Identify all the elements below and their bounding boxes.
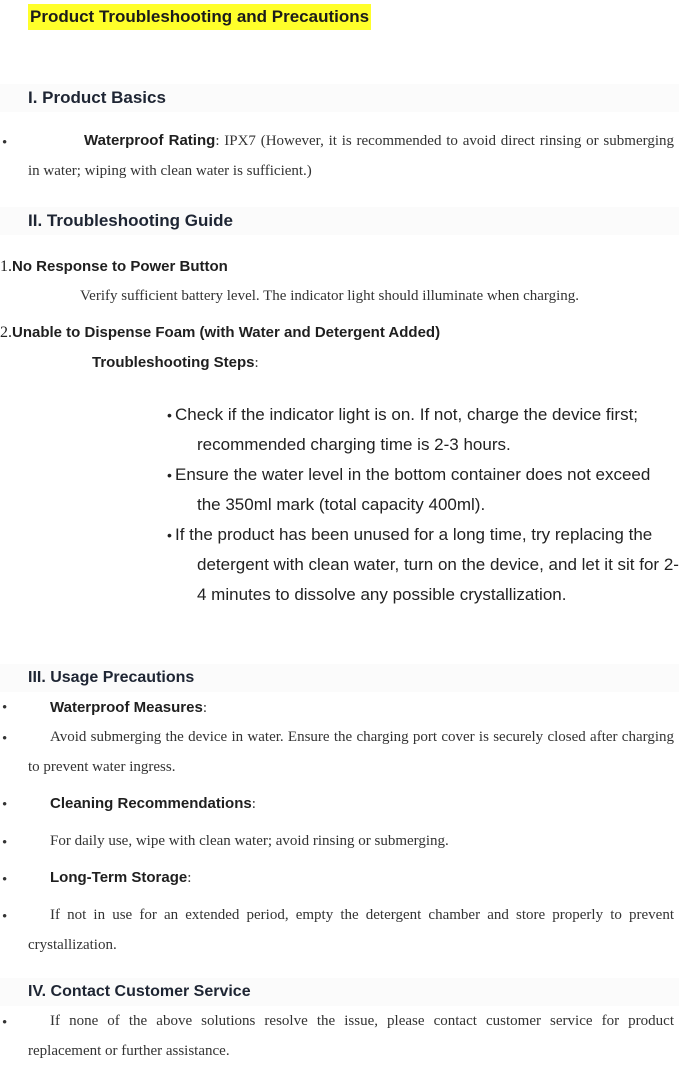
section-heading-precautions: III. Usage Precautions — [0, 664, 679, 692]
troubleshoot-item-1 — [0, 253, 228, 281]
bullet-marker: • — [2, 797, 8, 813]
waterproof-rating-text: : IPX7 (However, it is recommended to avoid direct rinsing or submerging in water; wiping with clean water is sufficient.) — [28, 133, 674, 179]
steps-label-row — [92, 348, 259, 376]
section-heading-troubleshooting: II. Troubleshooting Guide — [0, 207, 679, 235]
bullet-marker: • — [2, 731, 8, 747]
step-bullet: • — [167, 467, 172, 483]
storage-row — [50, 863, 191, 893]
steps-colon: : — [254, 355, 259, 371]
cleaning-label: Cleaning Recommendations — [50, 795, 252, 812]
steps-label: Troubleshooting Steps — [92, 354, 255, 371]
list-item-waterproof-rating — [28, 126, 674, 186]
step-2 — [167, 460, 667, 520]
page-title: Product Troubleshooting and Precautions — [28, 4, 371, 30]
waterproof-rating-label: Waterproof Rating — [84, 132, 216, 149]
storage-label: Long-Term Storage — [50, 869, 188, 886]
step-3 — [167, 520, 679, 610]
item-number: 2. — [0, 324, 12, 341]
item-title: No Response to Power Button — [12, 258, 228, 275]
waterproof-measures-text: Avoid submerging the device in water. Ensure the charging port cover is securely closed after charging to prevent water ingress. — [28, 729, 674, 775]
step-bullet: • — [167, 527, 172, 543]
bullet-marker: • — [2, 1015, 8, 1031]
bullet-marker: • — [2, 835, 8, 851]
colon: : — [202, 700, 207, 716]
step-text: Ensure the water level in the bottom container does not exceed the 350ml mark (total capacity 400ml). — [175, 465, 651, 514]
colon: : — [251, 796, 256, 812]
step-text: If the product has been unused for a long time, try replacing the detergent with clean water, turn on the device, and let it sit for 2-4 minutes to dissolve any possible crystallization. — [175, 525, 679, 604]
step-1 — [167, 400, 679, 460]
section-heading-basics: I. Product Basics — [0, 84, 679, 112]
bullet-marker: • — [2, 700, 8, 716]
waterproof-measures-label: Waterproof Measures — [50, 699, 203, 716]
colon: : — [187, 870, 192, 886]
bullet-marker: • — [2, 135, 8, 151]
bullet-marker: • — [2, 909, 8, 925]
step-bullet: • — [167, 407, 172, 423]
cleaning-row — [50, 789, 256, 819]
waterproof-measures-row — [50, 693, 207, 723]
item-number: 1. — [0, 258, 12, 275]
troubleshoot-item-2 — [0, 319, 440, 347]
bullet-marker: • — [2, 872, 8, 888]
contact-text: If none of the above solutions resolve the issue, please contact customer service for product replacement or further assistance. — [28, 1013, 674, 1059]
item-title: Unable to Dispense Foam (with Water and Detergent Added) — [12, 324, 441, 341]
section-heading-contact: IV. Contact Customer Service — [0, 978, 679, 1006]
item-1-description: Verify sufficient battery level. The indicator light should illuminate when charging. — [80, 288, 580, 304]
step-text: Check if the indicator light is on. If not, charge the device first; recommended charging time is 2-3 hours. — [175, 405, 639, 454]
storage-text: If not in use for an extended period, empty the detergent chamber and store properly to prevent crystallization. — [28, 907, 674, 953]
cleaning-text: For daily use, wipe with clean water; avoid rinsing or submerging. — [50, 833, 449, 849]
